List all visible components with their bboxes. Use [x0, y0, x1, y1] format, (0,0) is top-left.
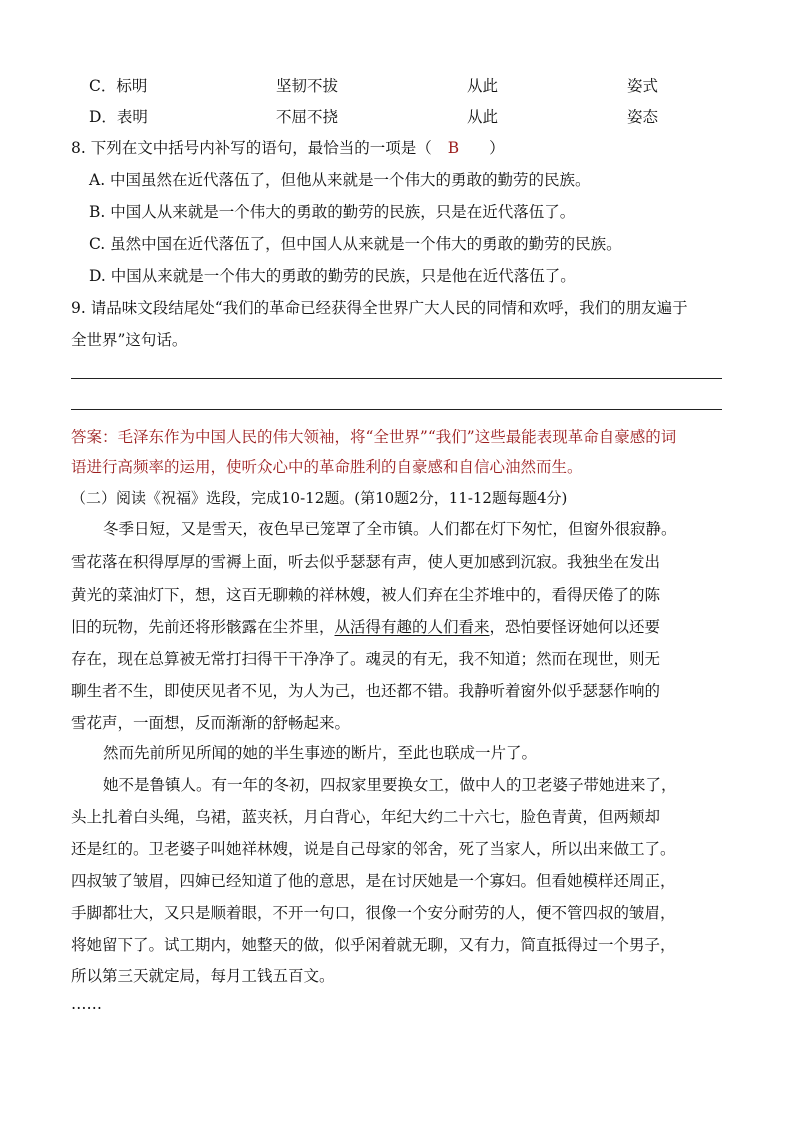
- question-8-option-a: A. 中国虽然在近代落伍了，但他从来就是一个伟大的勇敢的勤劳的民族。: [89, 171, 591, 189]
- passage-p3-line-7: 所以第三天就定局，每月工钱五百文。: [71, 967, 335, 985]
- question-9-line-2: 全世界”这句话。: [71, 331, 188, 349]
- option-c-label: C．标明: [89, 77, 148, 95]
- option-d-col4: 姿态: [627, 108, 659, 126]
- passage-p3-line-4: 四叔皱了皱眉，四婶已经知道了他的意思，是在讨厌她是一个寡妇。但看她模样还周正，: [71, 872, 676, 890]
- passage-ellipsis: ……: [71, 995, 102, 1013]
- option-c-col3: 从此: [467, 77, 499, 95]
- passage-p1-line-6: 聊生者不生，即使厌见者不见，为人为己，也还都不错。我静听着窗外似乎瑟瑟作响的: [71, 682, 661, 700]
- passage-p2: 然而先前所见所闻的她的半生事迹的断片，至此也联成一片了。: [103, 744, 538, 762]
- passage-p3-line-3: 还是红的。卫老婆子叫她祥林嫂，说是自己母家的邻舍，死了当家人，所以出来做工了。: [71, 840, 676, 858]
- answer-blank-line-2: [71, 409, 722, 410]
- question-9-line-1: 9. 请品味文段结尾处“我们的革命已经获得全世界广大人民的同情和欢呼，我们的朋友遍于: [71, 299, 688, 317]
- passage-p3-line-5: 手脚都壮大，又只是顺着眼，不开一句口，很像一个安分耐劳的人，便不管四叔的皱眉，: [71, 904, 676, 922]
- passage-p3-line-2: 头上扎着白头绳，乌裙，蓝夹袄，月白背心，年纪大约二十六七，脸色青黄，但两颊却: [71, 808, 661, 826]
- option-c-col4: 姿式: [627, 77, 659, 95]
- question-8-answer: B: [447, 139, 460, 157]
- passage-p1-line-3: 黄光的菜油灯下，想，这百无聊赖的祥林嫂，被人们弃在尘芥堆中的，看得厌倦了的陈: [71, 586, 661, 604]
- passage-p1-line-1: 冬季日短，又是雪天，夜色早已笼罩了全市镇。人们都在灯下匆忙，但窗外很寂静。: [103, 520, 677, 538]
- section-2-header: （二）阅读《祝福》选段，完成10-12题。(第10题2分，11-12题每题4分): [71, 489, 568, 507]
- option-c-col2: 坚韧不拔: [276, 77, 339, 95]
- passage-p1-line-4-a: 旧的玩物，先前还将形骸露在尘芥里，: [71, 618, 335, 636]
- question-8-stem: [71, 138, 505, 158]
- answer-line-2: 语进行高频率的运用，使听众心中的革命胜利的自豪感和自信心油然而生。: [71, 458, 583, 476]
- question-8-option-d: D. 中国从来就是一个伟大的勇敢的勤劳的民族，只是他在近代落伍了。: [89, 267, 576, 285]
- passage-p1-line-4: [71, 617, 660, 637]
- passage-p1-line-7: 雪花声，一面想，反而渐渐的舒畅起来。: [71, 714, 351, 732]
- option-d-col3: 从此: [467, 108, 499, 126]
- passage-p3-line-6: 将她留下了。试工期内，她整天的做，似乎闲着就无聊，又有力，简直抵得过一个男子，: [71, 936, 676, 954]
- underlined-phrase: 从活得有趣的人们看来: [334, 618, 490, 636]
- option-d-col2: 不屈不挠: [276, 108, 339, 126]
- question-8-option-c: C. 虽然中国在近代落伍了，但中国人从来就是一个伟大的勇敢的勤劳的民族。: [89, 235, 622, 253]
- answer-line-1: 答案：毛泽东作为中国人民的伟大领袖，将“全世界”“我们”这些最能表现革命自豪感的词: [71, 428, 677, 446]
- question-8-option-b: B. 中国人从来就是一个伟大的勇敢的勤劳的民族，只是在近代落伍了。: [89, 203, 576, 221]
- question-8-close: ）: [489, 139, 505, 157]
- passage-p1-line-5: 存在，现在总算被无常打扫得干干净净了。魂灵的有无，我不知道；然而在现世，则无: [71, 650, 661, 668]
- option-d-label: D．表明: [89, 108, 148, 126]
- passage-p3-line-1: 她不是鲁镇人。有一年的冬初，四叔家里要换女工，做中人的卫老婆子带她进来了，: [103, 776, 677, 794]
- passage-p1-line-4-b: ，恐怕要怪讶她何以还要: [489, 618, 661, 636]
- answer-blank-line-1: [71, 378, 722, 379]
- question-8-text: 8. 下列在文中括号内补写的语句，最恰当的一项是（: [71, 139, 432, 157]
- passage-p1-line-2: 雪花落在积得厚厚的雪褥上面，听去似乎瑟瑟有声，使人更加感到沉寂。我独坐在发出: [71, 553, 661, 571]
